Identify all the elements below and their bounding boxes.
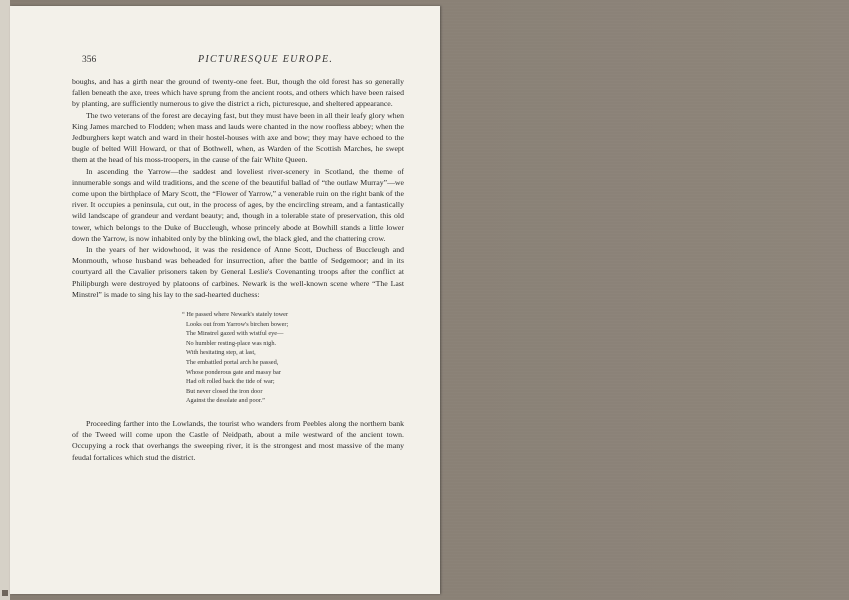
poem-line: The embattled portal arch he passed,: [186, 359, 279, 367]
poem-line: Had oft rolled back the tide of war;: [186, 378, 275, 386]
body-text: [72, 76, 404, 463]
corner-mark: [2, 590, 8, 596]
page-number: 356: [82, 55, 97, 65]
running-head: [82, 53, 402, 67]
poem-line: The Minstrel gazed with wistful eye—: [186, 330, 284, 338]
running-head-title: PICTURESQUE EUROPE.: [198, 54, 334, 65]
poem-line: Whose ponderous gate and massy bar: [186, 368, 281, 376]
paragraph: Proceeding farther into the Lowlands, the tourist who wanders from Peebles along the northern bank of the Tweed will come upon the Castle of Neidpath, about a mile westward of the ancient town. Occupying a rock that overhangs the sweeping river, it is the strongest and most massive of the many feudal fortalices which stud the district.: [72, 419, 404, 462]
book-page: [10, 6, 440, 594]
poem-quotation: [182, 310, 404, 406]
poem-line: No humbler resting-place was nigh.: [186, 339, 277, 347]
paragraph: boughs, and has a girth near the ground of twenty-one feet. But, though the old forest has so generally fallen beneath the axe, trees which have sprung from the ancient roots, and others which have been raised by planting, are sufficiently numerous to give the district a rich, picturesque, and sheltered appearance.: [72, 77, 404, 109]
paragraph: In ascending the Yarrow—the saddest and loveliest river-scenery in Scotland, the theme of innumerable songs and wild traditions, and the scene of the beautiful ballad of “the outlaw Murray”—we come upon the birthplace of Mary Scott, the “Flower of Yarrow,” a venerable ruin on the right bank of the river. It occupies a peninsula, cut out, in the process of ages, by the encircling stream, and a fantastically wild landscape of grandeur and verdant beauty; and, though in a tolerable state of preservation, this old tower, which belongs to the Duke of Buccleugh, whose princely abode at Bowhill stands a little lower down the Yarrow, is now inhabited only by the blinking owl, the black gled, and the chattering crow.: [72, 166, 404, 243]
poem-line: Against the desolate and poor.”: [186, 397, 265, 405]
poem-line: With hesitating step, at last,: [186, 349, 256, 357]
poem-line: Looks out from Yarrow's birchen bower;: [186, 320, 289, 328]
paragraph: In the years of her widowhood, it was the residence of Anne Scott, Duchess of Buccleugh and Monmouth, whose husband was beheaded for insurrection, after the battle of Sedgemoor; and in its courtyard all the Cavalier prisoners taken by General Leslie's Covenanting troops after the conflict at Philipburgh were destroyed by platoons of carbines. Newark is the well-known scene where “The Last Minstrel” is made to sing his lay to the sad-hearted duchess:: [72, 245, 404, 299]
poem-line: “ He passed where Newark's stately tower: [182, 311, 289, 319]
poem-line: But never closed the iron door: [186, 387, 263, 395]
left-page-edge: [0, 0, 10, 600]
paragraph: The two veterans of the forest are decaying fast, but they must have been in all their leafy glory when King James marched to Flodden; when mass and lauds were chanted in the now roofless abbey; when the Jedburghers kept watch and ward in their hostel-houses with axe and bow; they may have echoed to the bugle of belted Will Howard, or that of Bothwell, when, as Warden of the Scottish Marches, he swept them at the head of his moss-troopers, in the cause of the fair White Queen.: [72, 110, 404, 165]
